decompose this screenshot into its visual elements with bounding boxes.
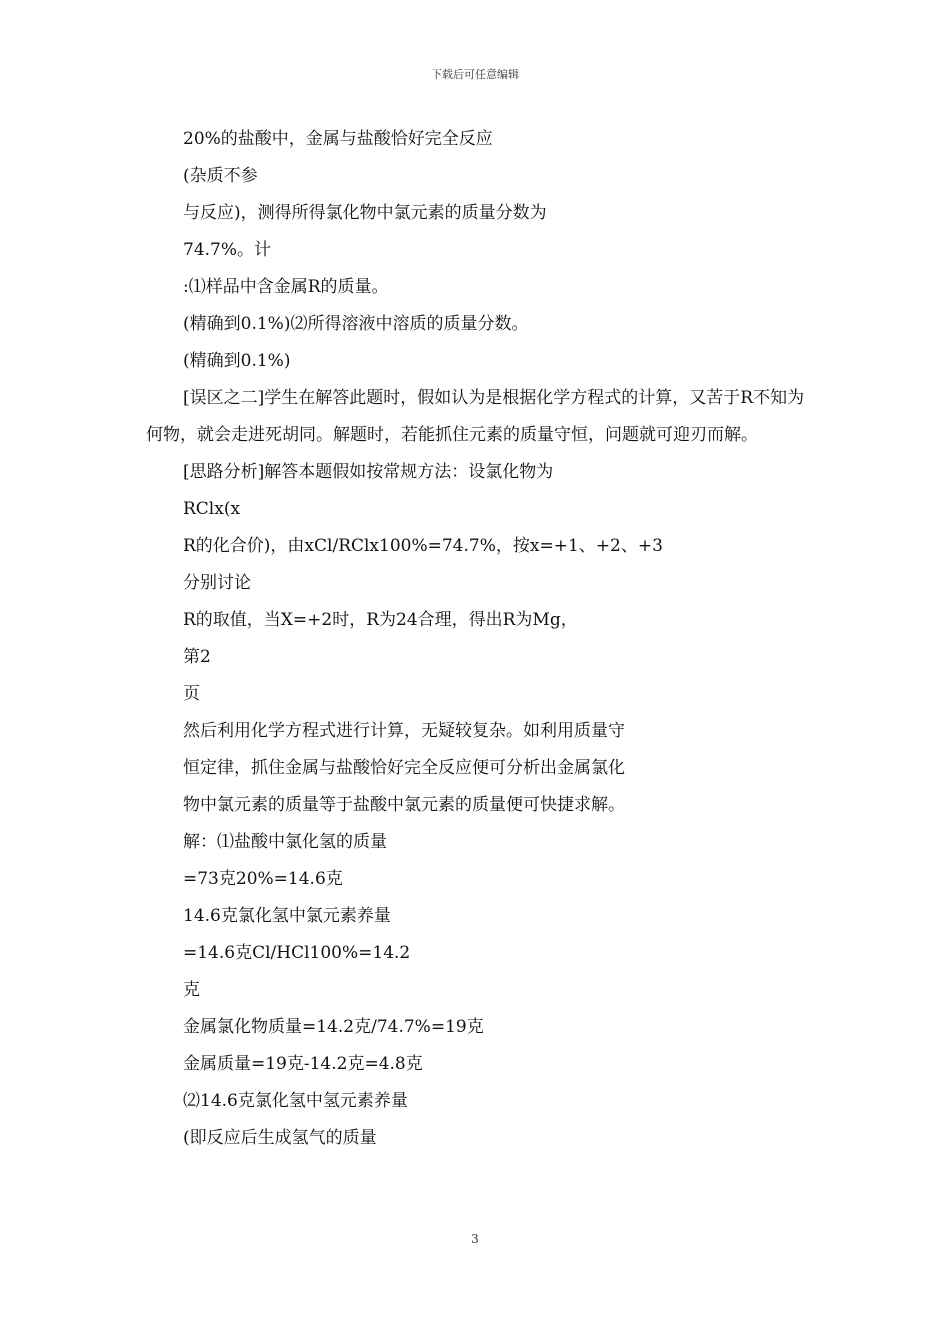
text-line: =14.6克Cl/HCl100%=14.2 — [183, 943, 411, 963]
text-line: :⑴样品中含金属R的质量。 — [183, 277, 389, 297]
text-line: 第2 — [183, 647, 211, 667]
text-line: 然后利用化学方程式进行计算，无疑较复杂。如利用质量守 — [183, 721, 625, 741]
text-line: 解：⑴盐酸中氯化氢的质量 — [183, 832, 387, 852]
text-line: 克 — [183, 980, 200, 1000]
text-line: R的取值，当X=+2时，R为24合理，得出R为Mg， — [183, 610, 578, 630]
text-line: ⑵14.6克氯化氢中氢元素养量 — [183, 1091, 408, 1111]
text-line: 金属质量=19克-14.2克=4.8克 — [183, 1054, 423, 1074]
text-line: (即反应后生成氢气的质量 — [183, 1128, 377, 1148]
text-line: 分别讨论 — [183, 573, 251, 593]
text-line: 74.7%。计 — [183, 240, 272, 260]
text-line: 物中氯元素的质量等于盐酸中氯元素的质量便可快捷求解。 — [183, 795, 625, 815]
text-line: [思路分析]解答本题假如按常规方法：设氯化物为 — [183, 462, 554, 482]
text-line: =73克20%=14.6克 — [183, 869, 343, 889]
text-line: (杂质不参 — [183, 166, 258, 186]
document-body — [146, 121, 810, 1157]
page-header: 下载后可任意编辑 — [431, 68, 519, 81]
text-line: (精确到0.1%)⑵所得溶液中溶质的质量分数。 — [183, 314, 529, 334]
text-line: 20%的盐酸中，金属与盐酸恰好完全反应 — [183, 129, 493, 149]
text-line: RClx(x — [183, 499, 241, 519]
text-line: (精确到0.1%) — [183, 351, 291, 371]
text-line: 与反应)，测得所得氯化物中氯元素的质量分数为 — [183, 203, 547, 223]
text-line: 恒定律，抓住金属与盐酸恰好完全反应便可分析出金属氯化 — [183, 758, 625, 778]
misconception-paragraph: [误区之二]学生在解答此题时，假如认为是根据化学方程式的计算，又苦于R不知为何物，就会走进死胡同。解题时，若能抓住元素的质量守恒，问题就可迎刃而解。 — [146, 388, 805, 445]
text-line: R的化合价)，由xCl/RClx100%=74.7%，按x=+1、+2、+3 — [183, 536, 663, 556]
text-line: 金属氯化物质量=14.2克/74.7%=19克 — [183, 1017, 484, 1037]
text-line: 页 — [183, 684, 200, 704]
page-number: 3 — [471, 1232, 479, 1246]
text-line: 14.6克氯化氢中氯元素养量 — [183, 906, 391, 926]
